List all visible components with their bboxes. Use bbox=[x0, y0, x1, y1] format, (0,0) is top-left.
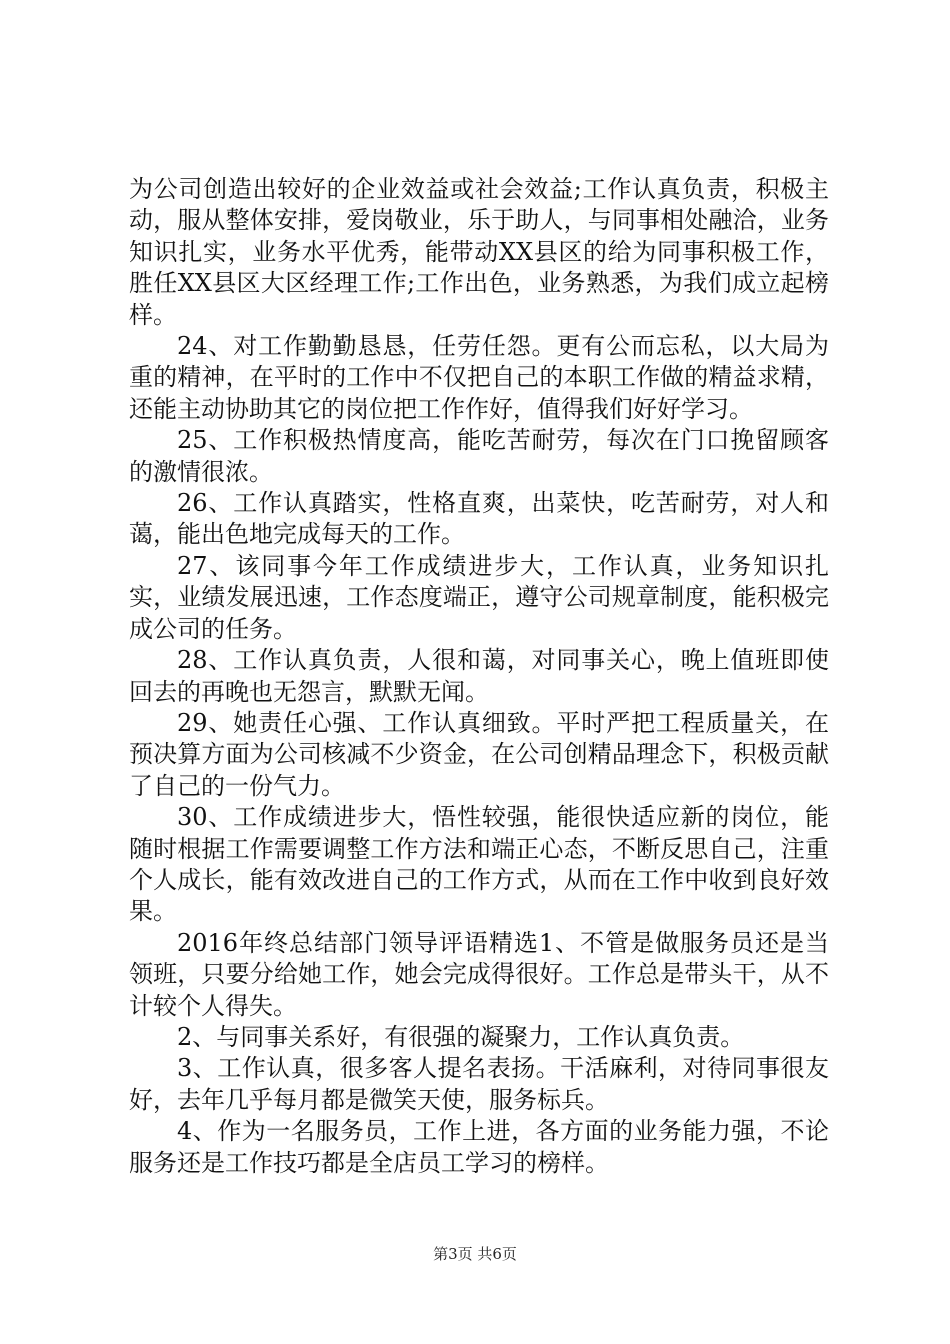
paragraph-30: 30、工作成绩进步大，悟性较强，能很快适应新的岗位，能随时根据工作需要调整工作方法和端正心态，不断反思自己，注重个人成长，能有效改进自己的工作方式，从而在工作中收到良好效果。 bbox=[129, 803, 829, 926]
paragraph-continuation: 为公司创造出较好的企业效益或社会效益;工作认真负责，积极主动，服从整体安排，爱岗敬业，乐于助人，与同事相处融洽，业务知识扎实，业务水平优秀，能带动XX县区的给为同事积极工作，胜任XX县区大区经理工作;工作出色，业务熟悉，为我们成立起榜样。 bbox=[129, 175, 829, 329]
paragraph-27: 27、该同事今年工作成绩进步大，工作认真，业务知识扎实，业绩发展迅速，工作态度端正，遵守公司规章制度，能积极完成公司的任务。 bbox=[129, 551, 829, 643]
paragraph-25: 25、工作积极热情度高，能吃苦耐劳，每次在门口挽留顾客的激情很浓。 bbox=[129, 426, 829, 486]
paragraph-29: 29、她责任心强、工作认真细致。平时严把工程质量关，在预决算方面为公司核减不少资金，在公司创精品理念下，积极贡献了自己的一份气力。 bbox=[129, 708, 829, 800]
paragraph-26: 26、工作认真踏实，性格直爽，出菜快，吃苦耐劳，对人和蔼，能出色地完成每天的工作。 bbox=[129, 489, 829, 549]
paragraph-24: 24、对工作勤勤恳恳，任劳任怨。更有公而忘私，以大局为重的精神，在平时的工作中不仅把自己的本职工作做的精益求精，还能主动协助其它的岗位把工作作好，值得我们好好学习。 bbox=[129, 332, 829, 423]
paragraph-2016-summary: 2016年终总结部门领导评语精选1、不管是做服务员还是当领班，只要分给她工作，她会完成得很好。工作总是带头干，从不计较个人得失。 bbox=[129, 928, 829, 1020]
paragraph-4: 4、作为一名服务员，工作上进，各方面的业务能力强，不论服务还是工作技巧都是全店员工学习的榜样。 bbox=[129, 1117, 829, 1177]
paragraph-28: 28、工作认真负责，人很和蔼，对同事关心，晚上值班即使回去的再晚也无怨言，默默无闻。 bbox=[129, 646, 829, 706]
page-number-footer: 第3页 共6页 bbox=[433, 1245, 517, 1263]
document-body bbox=[129, 174, 829, 1179]
paragraph-3: 3、工作认真，很多客人提名表扬。干活麻利，对待同事很友好，去年几乎每月都是微笑天使，服务标兵。 bbox=[129, 1054, 829, 1114]
paragraph-2: 2、与同事关系好，有很强的凝聚力，工作认真负责。 bbox=[177, 1022, 745, 1051]
